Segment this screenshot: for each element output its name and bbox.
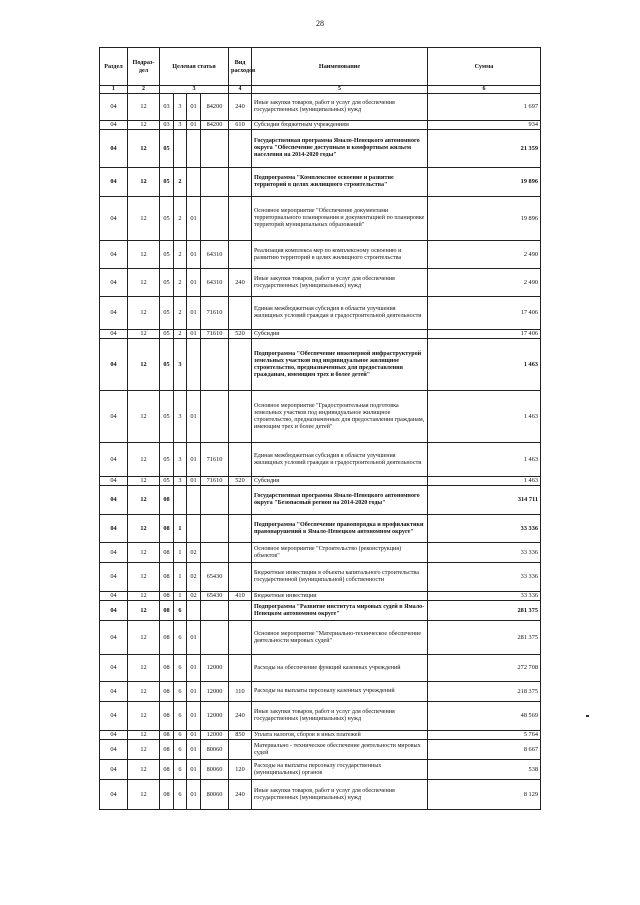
razdel-cell: 04	[100, 94, 128, 121]
table-row	[100, 515, 541, 543]
col-number: 1	[100, 86, 128, 94]
amount-cell: 17 406	[428, 330, 541, 339]
subprogram-code-cell: 2	[174, 330, 187, 339]
expense-type-cell: 240	[229, 702, 252, 731]
direction-code-cell	[201, 621, 229, 655]
event-code-cell: 01	[187, 297, 201, 330]
expense-type-cell	[229, 515, 252, 543]
item-name-cell: Государственная программа Ямало-Ненецкого автономного округа "Обеспечение доступным и комфортным жильем населения на 2014-2020 годы"	[252, 130, 428, 168]
direction-code-cell: 12000	[201, 731, 229, 740]
podrazdel-cell: 12	[128, 515, 160, 543]
amount-cell: 1 463	[428, 443, 541, 477]
event-code-cell: 01	[187, 391, 201, 443]
program-code-cell: 08	[160, 655, 174, 682]
subprogram-code-cell: 6	[174, 740, 187, 760]
event-code-cell: 01	[187, 443, 201, 477]
direction-code-cell	[201, 197, 229, 241]
table-row	[100, 297, 541, 330]
razdel-cell: 04	[100, 391, 128, 443]
event-code-cell	[187, 601, 201, 621]
header-naimenovanie: Наименование	[252, 48, 428, 86]
subprogram-code-cell	[174, 486, 187, 515]
event-code-cell: 01	[187, 731, 201, 740]
razdel-cell: 04	[100, 339, 128, 391]
amount-cell: 5 764	[428, 731, 541, 740]
subprogram-code-cell	[174, 130, 187, 168]
podrazdel-cell: 12	[128, 443, 160, 477]
table-row	[100, 168, 541, 197]
program-code-cell: 08	[160, 563, 174, 592]
program-code-cell: 08	[160, 592, 174, 601]
expense-type-cell	[229, 197, 252, 241]
col-number: 3	[160, 86, 229, 94]
event-code-cell: 02	[187, 563, 201, 592]
expense-type-cell: 120	[229, 760, 252, 780]
col-number: 4	[229, 86, 252, 94]
podrazdel-cell: 12	[128, 592, 160, 601]
event-code-cell: 02	[187, 592, 201, 601]
subprogram-code-cell: 1	[174, 515, 187, 543]
col-number: 6	[428, 86, 541, 94]
podrazdel-cell: 12	[128, 543, 160, 563]
direction-code-cell: 71610	[201, 297, 229, 330]
header-summa: Сумма	[428, 48, 541, 86]
expense-type-cell	[229, 601, 252, 621]
subprogram-code-cell: 2	[174, 168, 187, 197]
razdel-cell: 04	[100, 121, 128, 130]
subprogram-code-cell: 1	[174, 592, 187, 601]
expense-type-cell	[229, 339, 252, 391]
table-row	[100, 197, 541, 241]
item-name-cell: Бюджетные инвестиции в объекты капитального строительства государственной (муниципальной) собственности	[252, 563, 428, 592]
table-row	[100, 477, 541, 486]
header-tselevaya-statya: Целевая статья	[160, 48, 229, 86]
direction-code-cell: 80060	[201, 780, 229, 810]
item-name-cell: Подпрограмма "Обеспечение инженерной инфраструктурой земельных участков под индивидуальное жилищное строительство, предназначенных для предоставления гражданам, имеющим трех и более детей"	[252, 339, 428, 391]
program-code-cell: 08	[160, 780, 174, 810]
table-row	[100, 780, 541, 810]
program-code-cell: 08	[160, 682, 174, 702]
expense-type-cell: 610	[229, 121, 252, 130]
subprogram-code-cell: 3	[174, 391, 187, 443]
event-code-cell: 01	[187, 477, 201, 486]
item-name-cell: Расходы на выплаты персоналу казенных учреждений	[252, 682, 428, 702]
table-column-numbers-row	[100, 86, 541, 94]
event-code-cell: 01	[187, 330, 201, 339]
item-name-cell: Основное мероприятие "Строительство (реконструкция) объектов"	[252, 543, 428, 563]
amount-cell: 272 708	[428, 655, 541, 682]
program-code-cell: 08	[160, 601, 174, 621]
item-name-cell: Иные закупки товаров, работ и услуг для обеспечения государственных (муниципальных) нужд	[252, 269, 428, 297]
table-row	[100, 592, 541, 601]
expense-type-cell	[229, 168, 252, 197]
event-code-cell	[187, 339, 201, 391]
program-code-cell: 08	[160, 543, 174, 563]
razdel-cell: 04	[100, 297, 128, 330]
podrazdel-cell: 12	[128, 241, 160, 269]
amount-cell: 48 569	[428, 702, 541, 731]
direction-code-cell	[201, 339, 229, 391]
event-code-cell	[187, 515, 201, 543]
expense-type-cell	[229, 241, 252, 269]
razdel-cell: 04	[100, 515, 128, 543]
program-code-cell: 08	[160, 515, 174, 543]
subprogram-code-cell: 6	[174, 731, 187, 740]
podrazdel-cell: 12	[128, 130, 160, 168]
table-row	[100, 563, 541, 592]
direction-code-cell: 80060	[201, 740, 229, 760]
event-code-cell: 01	[187, 702, 201, 731]
direction-code-cell: 84200	[201, 121, 229, 130]
amount-cell: 21 359	[428, 130, 541, 168]
subprogram-code-cell: 3	[174, 121, 187, 130]
subprogram-code-cell: 6	[174, 601, 187, 621]
amount-cell: 538	[428, 760, 541, 780]
razdel-cell: 04	[100, 780, 128, 810]
direction-code-cell: 71610	[201, 477, 229, 486]
expense-type-cell: 410	[229, 592, 252, 601]
razdel-cell: 04	[100, 682, 128, 702]
expense-type-cell: 520	[229, 477, 252, 486]
event-code-cell: 01	[187, 621, 201, 655]
amount-cell: 8 667	[428, 740, 541, 760]
subprogram-code-cell: 2	[174, 197, 187, 241]
event-code-cell: 01	[187, 655, 201, 682]
razdel-cell: 04	[100, 760, 128, 780]
podrazdel-cell: 12	[128, 339, 160, 391]
subprogram-code-cell: 2	[174, 241, 187, 269]
razdel-cell: 04	[100, 621, 128, 655]
podrazdel-cell: 12	[128, 486, 160, 515]
program-code-cell: 03	[160, 94, 174, 121]
table-row	[100, 740, 541, 760]
subprogram-code-cell: 1	[174, 543, 187, 563]
event-code-cell	[187, 130, 201, 168]
budget-table	[99, 47, 541, 810]
direction-code-cell	[201, 486, 229, 515]
direction-code-cell	[201, 168, 229, 197]
amount-cell: 281 375	[428, 621, 541, 655]
table-row	[100, 94, 541, 121]
direction-code-cell	[201, 515, 229, 543]
program-code-cell: 05	[160, 443, 174, 477]
podrazdel-cell: 12	[128, 168, 160, 197]
razdel-cell: 04	[100, 740, 128, 760]
program-code-cell: 05	[160, 197, 174, 241]
event-code-cell: 01	[187, 121, 201, 130]
event-code-cell: 01	[187, 682, 201, 702]
item-name-cell: Подпрограмма "Комплексное освоение и развитие территорий в целях жилищного строительства"	[252, 168, 428, 197]
program-code-cell: 05	[160, 339, 174, 391]
program-code-cell: 08	[160, 486, 174, 515]
header-vid-raskhodov: Вид расходов	[229, 48, 252, 86]
expense-type-cell	[229, 563, 252, 592]
amount-cell: 218 375	[428, 682, 541, 702]
program-code-cell: 08	[160, 740, 174, 760]
subprogram-code-cell: 2	[174, 269, 187, 297]
direction-code-cell: 65430	[201, 563, 229, 592]
table-row	[100, 760, 541, 780]
amount-cell: 19 896	[428, 197, 541, 241]
amount-cell: 314 711	[428, 486, 541, 515]
expense-type-cell: 110	[229, 682, 252, 702]
amount-cell: 1 463	[428, 339, 541, 391]
table-row	[100, 130, 541, 168]
expense-type-cell	[229, 130, 252, 168]
subprogram-code-cell: 3	[174, 477, 187, 486]
program-code-cell: 05	[160, 477, 174, 486]
expense-type-cell: 520	[229, 330, 252, 339]
table-row	[100, 601, 541, 621]
item-name-cell: Основное мероприятие "Обеспечение документами территориального планирования и документацией по планировке территорий муниципальных образований"	[252, 197, 428, 241]
direction-code-cell	[201, 391, 229, 443]
table-row	[100, 621, 541, 655]
podrazdel-cell: 12	[128, 269, 160, 297]
item-name-cell: Расходы на выплаты персоналу государственных (муниципальных) органов	[252, 760, 428, 780]
expense-type-cell	[229, 391, 252, 443]
expense-type-cell	[229, 740, 252, 760]
podrazdel-cell: 12	[128, 731, 160, 740]
amount-cell: 281 375	[428, 601, 541, 621]
program-code-cell: 05	[160, 130, 174, 168]
direction-code-cell: 80060	[201, 760, 229, 780]
podrazdel-cell: 12	[128, 563, 160, 592]
expense-type-cell: 240	[229, 269, 252, 297]
item-name-cell: Государственная программа Ямало-Ненецкого автономного округа "Безопасный регион на 2014-2020 годы"	[252, 486, 428, 515]
col-number: 2	[128, 86, 160, 94]
amount-cell: 2 490	[428, 269, 541, 297]
event-code-cell: 01	[187, 94, 201, 121]
direction-code-cell: 12000	[201, 682, 229, 702]
razdel-cell: 04	[100, 477, 128, 486]
item-name-cell: Иные закупки товаров, работ и услуг для обеспечения государственных (муниципальных) нужд	[252, 94, 428, 121]
expense-type-cell: 240	[229, 780, 252, 810]
direction-code-cell	[201, 130, 229, 168]
table-row	[100, 269, 541, 297]
direction-code-cell: 84200	[201, 94, 229, 121]
table-row	[100, 330, 541, 339]
podrazdel-cell: 12	[128, 702, 160, 731]
expense-type-cell	[229, 655, 252, 682]
podrazdel-cell: 12	[128, 121, 160, 130]
podrazdel-cell: 12	[128, 297, 160, 330]
item-name-cell: Реализация комплекса мер по комплексному освоению и развитию территорий в целях жилищного строительства	[252, 241, 428, 269]
amount-cell: 2 490	[428, 241, 541, 269]
expense-type-cell: 240	[229, 94, 252, 121]
table-row	[100, 121, 541, 130]
header-razdel: Раздел	[100, 48, 128, 86]
podrazdel-cell: 12	[128, 330, 160, 339]
subprogram-code-cell: 2	[174, 297, 187, 330]
expense-type-cell	[229, 297, 252, 330]
item-name-cell: Единая межбюджетная субсидия в области улучшения жилищных условий граждан и градостроительной деятельности	[252, 443, 428, 477]
direction-code-cell: 71610	[201, 330, 229, 339]
podrazdel-cell: 12	[128, 477, 160, 486]
item-name-cell: Единая межбюджетная субсидия в области улучшения жилищных условий граждан и градостроительной деятельности	[252, 297, 428, 330]
amount-cell: 33 336	[428, 592, 541, 601]
subprogram-code-cell: 3	[174, 339, 187, 391]
subprogram-code-cell: 6	[174, 780, 187, 810]
razdel-cell: 04	[100, 130, 128, 168]
amount-cell: 8 129	[428, 780, 541, 810]
col-number: 5	[252, 86, 428, 94]
item-name-cell: Субсидии	[252, 477, 428, 486]
program-code-cell: 05	[160, 297, 174, 330]
podrazdel-cell: 12	[128, 94, 160, 121]
page-number: 28	[316, 19, 324, 28]
item-name-cell: Основное мероприятие "Градостроительная подготовка земельных участков под индивидуальное жилищное строительство, предназначенных для предоставления гражданам, имеющим трех и более детей"	[252, 391, 428, 443]
subprogram-code-cell: 6	[174, 682, 187, 702]
amount-cell: 17 406	[428, 297, 541, 330]
amount-cell: 1 697	[428, 94, 541, 121]
subprogram-code-cell: 6	[174, 655, 187, 682]
table-row	[100, 655, 541, 682]
razdel-cell: 04	[100, 702, 128, 731]
podrazdel-cell: 12	[128, 621, 160, 655]
program-code-cell: 05	[160, 241, 174, 269]
program-code-cell: 03	[160, 121, 174, 130]
table-row	[100, 543, 541, 563]
program-code-cell: 05	[160, 269, 174, 297]
expense-type-cell	[229, 621, 252, 655]
podrazdel-cell: 12	[128, 601, 160, 621]
item-name-cell: Подпрограмма "Развитие института мировых судей в Ямало-Ненецком автономном округе"	[252, 601, 428, 621]
event-code-cell: 01	[187, 780, 201, 810]
razdel-cell: 04	[100, 731, 128, 740]
direction-code-cell: 64310	[201, 241, 229, 269]
table-row	[100, 486, 541, 515]
podrazdel-cell: 12	[128, 682, 160, 702]
item-name-cell: Иные закупки товаров, работ и услуг для обеспечения государственных (муниципальных) нужд	[252, 780, 428, 810]
podrazdel-cell: 12	[128, 760, 160, 780]
amount-cell: 1 463	[428, 477, 541, 486]
razdel-cell: 04	[100, 655, 128, 682]
table-row	[100, 682, 541, 702]
razdel-cell: 04	[100, 592, 128, 601]
program-code-cell: 08	[160, 621, 174, 655]
subprogram-code-cell: 3	[174, 94, 187, 121]
event-code-cell	[187, 168, 201, 197]
program-code-cell: 08	[160, 760, 174, 780]
subprogram-code-cell: 3	[174, 443, 187, 477]
razdel-cell: 04	[100, 486, 128, 515]
amount-cell: 33 336	[428, 543, 541, 563]
podrazdel-cell: 12	[128, 391, 160, 443]
direction-code-cell	[201, 601, 229, 621]
program-code-cell: 05	[160, 330, 174, 339]
item-name-cell: Бюджетные инвестиции	[252, 592, 428, 601]
subprogram-code-cell: 1	[174, 563, 187, 592]
razdel-cell: 04	[100, 168, 128, 197]
item-name-cell: Подпрограмма "Обеспечение правопорядка и профилактики правонарушений в Ямало-Ненецком автономном округе"	[252, 515, 428, 543]
program-code-cell: 05	[160, 168, 174, 197]
event-code-cell: 01	[187, 241, 201, 269]
item-name-cell: Иные закупки товаров, работ и услуг для обеспечения государственных (муниципальных) нужд	[252, 702, 428, 731]
table-header-row	[100, 48, 541, 86]
subprogram-code-cell: 6	[174, 702, 187, 731]
table-row	[100, 443, 541, 477]
expense-type-cell	[229, 486, 252, 515]
direction-code-cell	[201, 543, 229, 563]
subprogram-code-cell: 6	[174, 760, 187, 780]
amount-cell: 1 463	[428, 391, 541, 443]
item-name-cell: Уплата налогов, сборов и иных платежей	[252, 731, 428, 740]
podrazdel-cell: 12	[128, 780, 160, 810]
razdel-cell: 04	[100, 601, 128, 621]
table-row	[100, 339, 541, 391]
item-name-cell: Субсидии бюджетным учреждениям	[252, 121, 428, 130]
direction-code-cell: 64310	[201, 269, 229, 297]
table-row	[100, 731, 541, 740]
table-row	[100, 391, 541, 443]
event-code-cell: 02	[187, 543, 201, 563]
podrazdel-cell: 12	[128, 740, 160, 760]
razdel-cell: 04	[100, 241, 128, 269]
item-name-cell: Субсидии	[252, 330, 428, 339]
razdel-cell: 04	[100, 543, 128, 563]
direction-code-cell: 12000	[201, 702, 229, 731]
podrazdel-cell: 12	[128, 197, 160, 241]
razdel-cell: 04	[100, 443, 128, 477]
event-code-cell: 01	[187, 197, 201, 241]
direction-code-cell: 12000	[201, 655, 229, 682]
item-name-cell: Расходы на обеспечение функций казенных учреждений	[252, 655, 428, 682]
expense-type-cell: 850	[229, 731, 252, 740]
table-row	[100, 241, 541, 269]
expense-type-cell	[229, 543, 252, 563]
table-row	[100, 702, 541, 731]
razdel-cell: 04	[100, 330, 128, 339]
event-code-cell: 01	[187, 760, 201, 780]
direction-code-cell: 71610	[201, 443, 229, 477]
amount-cell: 33 336	[428, 563, 541, 592]
item-name-cell: Материально - техническое обеспечение деятельности мировых судей	[252, 740, 428, 760]
event-code-cell	[187, 486, 201, 515]
razdel-cell: 04	[100, 197, 128, 241]
header-podrazdel: Подраз-дел	[128, 48, 160, 86]
direction-code-cell: 65430	[201, 592, 229, 601]
program-code-cell: 08	[160, 702, 174, 731]
amount-cell: 934	[428, 121, 541, 130]
scan-speck	[586, 715, 589, 717]
razdel-cell: 04	[100, 269, 128, 297]
event-code-cell: 01	[187, 740, 201, 760]
event-code-cell: 01	[187, 269, 201, 297]
subprogram-code-cell: 6	[174, 621, 187, 655]
item-name-cell: Основное мероприятие "Материально-техническое обеспечение деятельности мировых судей"	[252, 621, 428, 655]
amount-cell: 33 336	[428, 515, 541, 543]
podrazdel-cell: 12	[128, 655, 160, 682]
program-code-cell: 08	[160, 731, 174, 740]
expense-type-cell	[229, 443, 252, 477]
razdel-cell: 04	[100, 563, 128, 592]
program-code-cell: 05	[160, 391, 174, 443]
amount-cell: 19 896	[428, 168, 541, 197]
